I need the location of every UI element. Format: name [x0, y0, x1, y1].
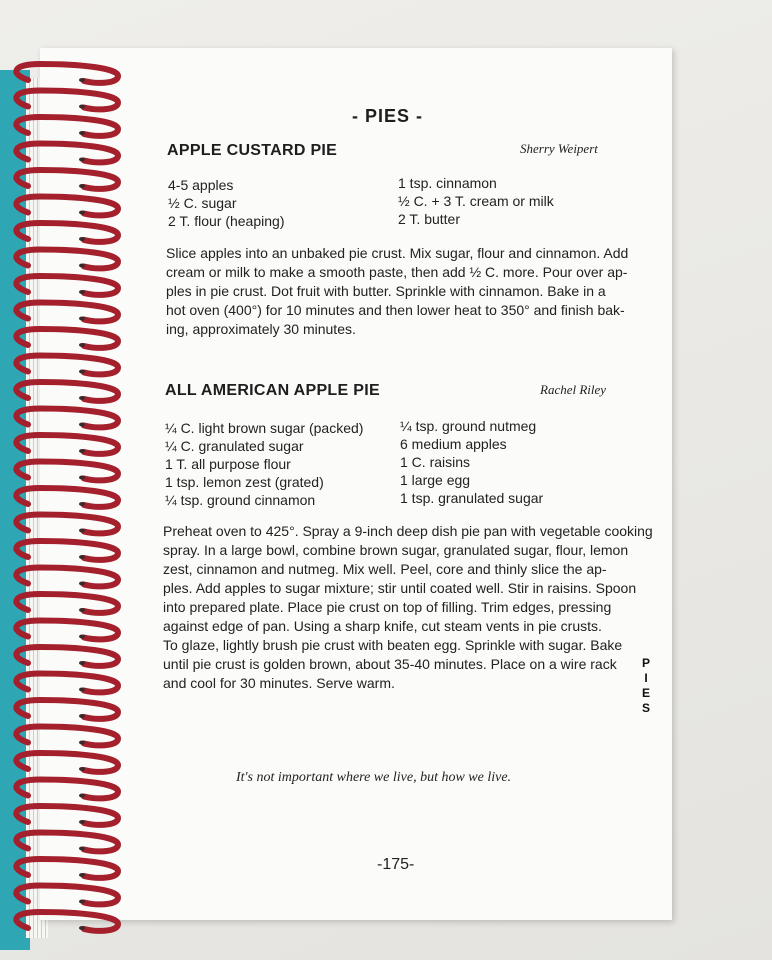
directions-line: against edge of pan. Using a sharp knife, cut steam vents in pie crusts.: [163, 618, 602, 634]
coil-loop: [16, 515, 118, 534]
recipe-title: APPLE CUSTARD PIE: [167, 142, 338, 159]
coil-loop: [16, 276, 118, 295]
punch-hole: [79, 211, 85, 215]
ingredient: 6 medium apples: [400, 436, 507, 452]
directions-line: ples in pie crust. Dot fruit with butter. Sprinkle with cinnamon. Bake in a: [166, 283, 606, 299]
page-quote: It's not important where we live, but how we live.: [236, 770, 512, 785]
punch-hole: [79, 264, 85, 268]
ingredient: ¼ tsp. ground cinnamon: [165, 492, 316, 508]
punch-hole: [79, 688, 85, 692]
punch-hole: [79, 184, 85, 188]
ingredients-right: [398, 174, 554, 228]
directions-line: spray. In a large bowl, combine brown sugar, granulated sugar, flour, lemon: [163, 542, 629, 558]
ingredient: 1 tsp. granulated sugar: [400, 490, 544, 506]
punch-hole: [79, 608, 85, 612]
directions-line: Preheat oven to 425°. Spray a 9-inch deep dish pie pan with vegetable cooking: [163, 523, 653, 539]
ingredient: ¼ C. light brown sugar (packed): [165, 420, 364, 436]
punch-hole: [79, 476, 85, 480]
punch-hole: [79, 78, 85, 82]
punch-hole: [79, 661, 85, 665]
section-tab: [636, 656, 656, 716]
coil-loop: [16, 912, 118, 931]
punch-hole: [79, 237, 85, 241]
coil-loop: [16, 250, 118, 269]
punch-hole: [79, 343, 85, 347]
coil-loop: [16, 329, 118, 348]
coil-loop: [16, 886, 118, 905]
directions-line: cream or milk to make a smooth paste, then add ½ C. more. Pour over ap-: [166, 264, 628, 280]
ingredient: 2 T. flour (heaping): [168, 213, 285, 229]
coil-loop: [16, 488, 118, 507]
coil-loop: [16, 223, 118, 242]
coil-loop: [16, 833, 118, 852]
punch-hole: [79, 582, 85, 586]
coil-loop: [16, 117, 118, 136]
coil-loop: [16, 303, 118, 322]
coil-loop: [16, 64, 118, 83]
ingredient: ¼ tsp. ground nutmeg: [400, 418, 537, 434]
ingredient: ½ C. + 3 T. cream or milk: [398, 193, 554, 209]
recipe-author: Sherry Weipert: [520, 141, 598, 156]
tab-letter: P: [641, 656, 650, 670]
coil-loop: [16, 409, 118, 428]
punch-hole: [79, 105, 85, 109]
punch-hole: [79, 820, 85, 824]
punch-hole: [79, 900, 85, 904]
tab-letter: I: [644, 671, 648, 685]
coil-loop: [16, 780, 118, 799]
punch-hole: [79, 290, 85, 294]
coil-loop: [16, 753, 118, 772]
tab-letter: E: [641, 686, 650, 700]
directions-line: into prepared plate. Place pie crust on top of filling. Trim edges, pressing: [163, 599, 612, 615]
coil-loop: [16, 727, 118, 746]
ingredient: ¼ C. granulated sugar: [165, 438, 304, 454]
ingredient: 1 T. all purpose flour: [165, 456, 291, 472]
ingredient: 1 large egg: [400, 472, 471, 488]
recipe-title: ALL AMERICAN APPLE PIE: [165, 382, 380, 399]
coil-loop: [16, 859, 118, 878]
directions-line: hot oven (400°) for 10 minutes and then lower heat to 350° and finish bak-: [166, 302, 625, 318]
directions-line: To glaze, lightly brush pie crust with beaten egg. Sprinkle with sugar. Bake: [163, 637, 623, 653]
punch-hole: [79, 847, 85, 851]
recipe-directions: [163, 522, 653, 693]
coil-loop: [16, 356, 118, 375]
ingredient: ½ C. sugar: [168, 195, 237, 211]
punch-hole: [79, 873, 85, 877]
punch-hole: [79, 794, 85, 798]
punch-hole: [79, 396, 85, 400]
coil-loop: [16, 435, 118, 454]
ingredient: 1 tsp. cinnamon: [398, 175, 497, 191]
coil-loop: [16, 170, 118, 189]
coil-loop: [16, 700, 118, 719]
ingredient: 1 tsp. lemon zest (grated): [165, 474, 324, 490]
recipe-directions: [166, 244, 628, 339]
directions-line: Slice apples into an unbaked pie crust. Mix sugar, flour and cinnamon. Add: [166, 245, 629, 261]
coil-loop: [16, 594, 118, 613]
coil-loop: [16, 91, 118, 110]
punch-hole: [79, 502, 85, 506]
punch-hole: [79, 131, 85, 135]
recipe-author: Rachel Riley: [540, 382, 607, 397]
page-number: -175-: [377, 856, 415, 873]
ingredients-left: [165, 419, 363, 509]
punch-hole: [79, 370, 85, 374]
ingredient: 1 C. raisins: [400, 454, 471, 470]
punch-hole: [79, 317, 85, 321]
ingredients-right: [400, 417, 543, 507]
section-heading: - PIES -: [352, 106, 424, 126]
coil-loop: [16, 806, 118, 825]
punch-hole: [79, 741, 85, 745]
coil-loop: [16, 568, 118, 587]
punch-hole: [79, 423, 85, 427]
ingredients-left: [168, 176, 284, 230]
punch-hole: [79, 635, 85, 639]
coil-loop: [16, 621, 118, 640]
punch-hole: [79, 926, 85, 930]
directions-line: ing, approximately 30 minutes.: [166, 321, 356, 337]
coil-loop: [16, 647, 118, 666]
coil-loop: [16, 674, 118, 693]
spiral-binding: [0, 0, 140, 960]
ingredient: 2 T. butter: [398, 211, 461, 227]
directions-line: and cool for 30 minutes. Serve warm.: [163, 675, 395, 691]
coil-loop: [16, 197, 118, 216]
coil-loop: [16, 382, 118, 401]
directions-line: ples. Add apples to sugar mixture; stir until coated well. Stir in raisins. Spoon: [163, 580, 637, 596]
ingredient: 4-5 apples: [168, 177, 234, 193]
punch-hole: [79, 767, 85, 771]
directions-line: zest, cinnamon and nutmeg. Mix well. Peel, core and thinly slice the ap-: [163, 561, 607, 577]
coil-loop: [16, 541, 118, 560]
punch-hole: [79, 555, 85, 559]
punch-hole: [79, 714, 85, 718]
directions-line: until pie crust is golden brown, about 35-40 minutes. Place on a wire rack: [163, 656, 617, 672]
punch-hole: [79, 158, 85, 162]
tab-letter: S: [641, 701, 650, 715]
punch-hole: [79, 529, 85, 533]
coil-loop: [16, 144, 118, 163]
punch-hole: [79, 449, 85, 453]
coil-loop: [16, 462, 118, 481]
